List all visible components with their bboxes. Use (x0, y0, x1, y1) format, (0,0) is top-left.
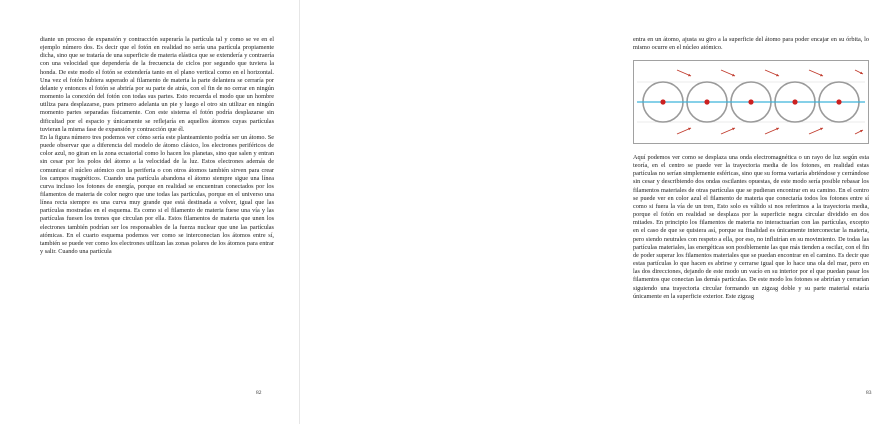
photon-wave-figure (633, 60, 869, 144)
right-page (300, 0, 872, 424)
left-paragraph-1: diante un proceso de expansión y contracción superaría la partícula tal y como se ve en el ejemplo número dos. Es decir que el fotón en realidad no sería una partícula propiamente dicha, sino que se trataría de una superficie de materia elástica que se extendería y contraería con una velocidad que dependería de la frecuencia de ciclos por segundo que tuviera la honda. De este modo el fotón se extendería tanto en el plano vertical como en el horizontal. Una vez el fotón hubiera superado al filamento de materia la parte delantera se cerraría por delante y entonces el fotón se abriría por su parte de atrás, con el fin de no cerrar en ningún momento la conexión del fotón con todas sus partes. Esto recuerda el modo que un hombre utiliza para desplazarse, pues primero adelanta un pie y luego el otro sin utilizar en ningún momento partes separadas físicamente. Con este sistema el fotón podría desplazarse sin dificultad por el espacio y únicamente se reflejaría en aquellos átomos cuyas partículas tuvieran la misma fase de expansión y contracción que él. (40, 36, 274, 133)
photon-center-dot (660, 99, 665, 104)
photon-center-dot (748, 99, 753, 104)
photon-center-dot (792, 99, 797, 104)
photon-wave-diagram (633, 60, 869, 144)
right-page-number: 83 (866, 390, 872, 396)
left-page-number: 82 (256, 390, 262, 396)
left-page (0, 0, 300, 424)
right-page-top-text: entra en un átomo, ajusta su giro a la superficie del átomo para poder encajar en su órbita, lo mismo ocurre en el núcleo atómico. (633, 36, 869, 52)
left-page-text (40, 36, 274, 256)
right-page-body-text (633, 154, 869, 301)
photon-center-dot (836, 99, 841, 104)
photon-center-dot (704, 99, 709, 104)
right-paragraph-1: Aquí podemos ver como se desplaza una onda electromagnética o un rayo de luz según esta teoría, en el centro se puede ver la trayectoria media de los fotones, en realidad estas partículas no serían simplemente esféricas, sino que su forma variaría abriéndose y cerrándose sin cesar y describiendo dos ondas oscilantes opuestas, de este modo sería posible rebasar los filamentos materiales de otras partículas que se pudieran encontrar en su camino. En el centro se puede ver en color azul el filamento de materia que conectaría todos los fotones entre sí como si fuera la vía de un tren, Esto solo es válido si nos referimos a la trayectoria media, porque el fotón en realidad se desplaza por la superficie negra circular dividido en dos mitades. En principio los filamentos de materia no interactuarían con las partículas, excepto en el caso de que se quisiera así, porque su finalidad es únicamente interconectar la materia, pero siendo neutrales con respeto a ella, por eso, no influirían en su movimiento. De todas las partículas materiales, las energéticas son posiblemente las que más tienden a oscilar, con el fin de poder superar los filamentos materiales que se puedan encontrar en el camino. Es decir que estas partículas lo que hacen es abrirse y cerrarse igual que lo hace una ola del mar, pero en las dos direcciones, dejando de este modo un vacío en su interior por el que puedan pasar los filamentos que conectan las demás partículas. De este modo los fotones se abrirían y cerrarían siguiendo una trayectoria circular formando un zigzag doble y su parte material estaría únicamente en la superficie exterior. Este zigzag (633, 154, 870, 300)
left-paragraph-2: En la figura número tres podemos ver cómo sería este planteamiento podría ser un átomo. Se puede observar que a diferencia del modelo de átomo clásico, los electrones periféricos de color azul, no giran en la zona ecuatorial como lo hacen los planetas, sino que salen y entran sin cesar por los polos del átomo a la velocidad de la luz. Estos electrones además de comunicar el núcleo atómico con la periferia o con otros átomos también sirven para crear los campos magnéticos. Cuando una partícula abandona el átomo siempre sigue una línea curva incluso los fotones de energía, porque en realidad se encuentran conectados por los filamentos de materia de color negro que une todas las partículas, porque en el universo una línea recta siempre es una curva muy grande que está destinada a volver, igual que las partículas mostradas en el esquema. Es como si el filamento de materia fuese una vía y las partículas fuesen los trenes que circulan por ella. Estos filamentos de materia que unen los electrones también podrían ser los responsables de la fuerza nuclear que une las partículas atómicas. En el cuarto esquema podemos ver como se interconectan los átomos entre sí, también se puede ver como los electrones utilizan las zonas polares de los átomos para entrar y salir. Cuando una partícula (40, 133, 274, 256)
